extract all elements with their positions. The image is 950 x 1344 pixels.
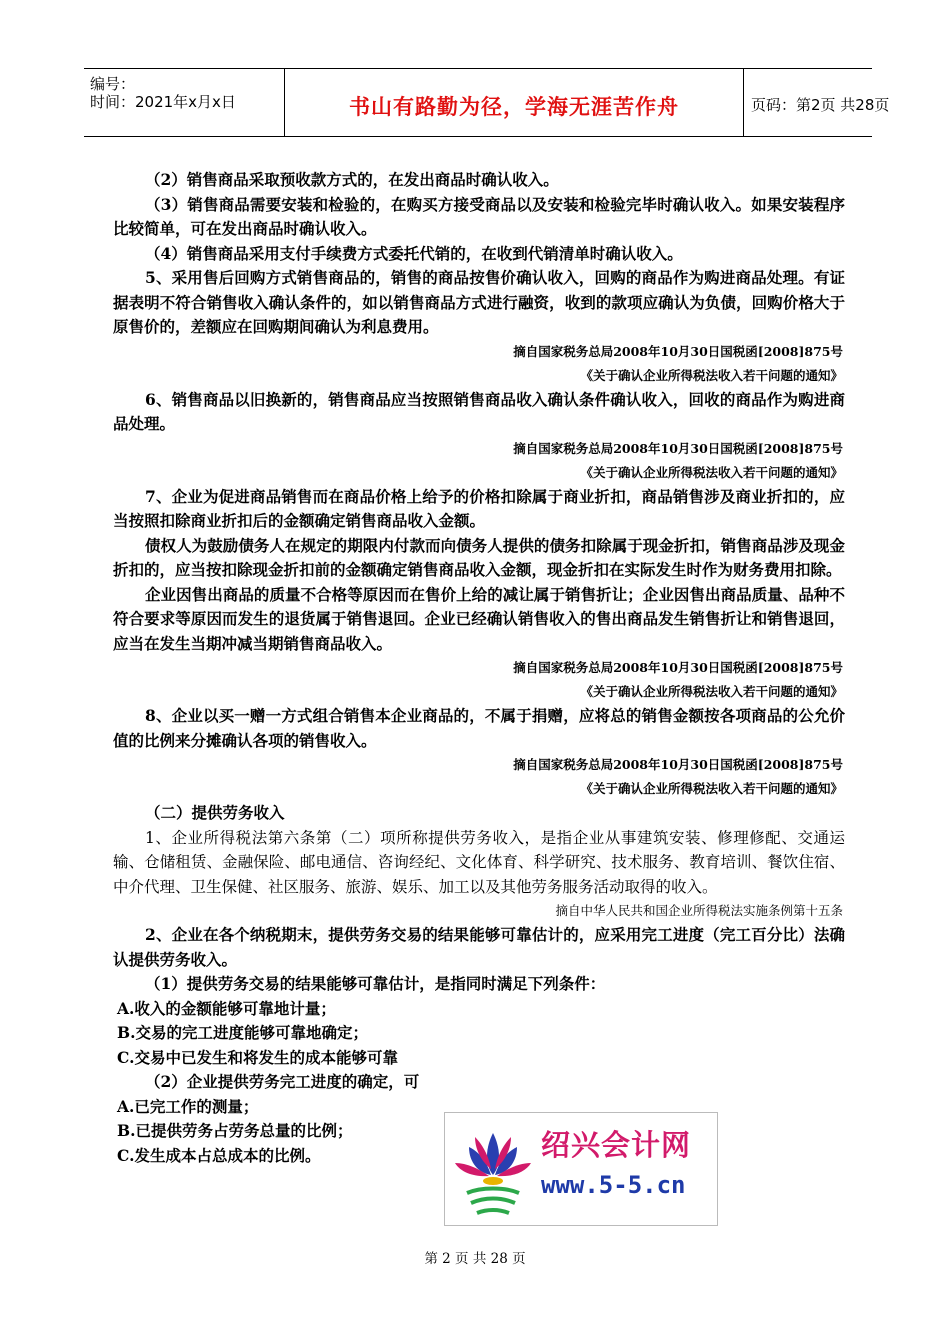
source-citation: 摘自中华人民共和国企业所得税法实施条例第十五条 [555, 903, 843, 918]
header-meta-cell [84, 69, 284, 136]
document-body [113, 168, 845, 1168]
source-citation: 摘自国家税务总局2008年10月30日国税函[2008]875号 [513, 440, 843, 456]
logo-url[interactable]: www.5-5.cn [541, 1171, 686, 1199]
paragraph: 6、销售商品以旧换新的，销售商品应当按照销售商品收入确认条件确认收入，回收的商品作为购进商品处理。 [113, 389, 845, 433]
motto-text: 书山有路勤为径，学海无涯苦作舟 [349, 95, 679, 119]
site-logo [444, 1112, 718, 1226]
paragraph: 8、企业以买一赠一方式组合销售本企业商品的，不属于捐赠，应将总的销售金额按各项商品的公允价值的比例来分摊确认各项的销售收入。 [113, 706, 845, 750]
source-title: 《关于确认企业所得税法收入若干问题的通知》 [580, 464, 843, 480]
source-citation: 摘自国家税务总局2008年10月30日国税函[2008]875号 [513, 757, 843, 772]
header-page-cell [743, 69, 890, 136]
header-motto-cell [284, 69, 744, 136]
document-header [84, 68, 890, 137]
page-footer: 第 2 页 共 28 页 [424, 1251, 526, 1267]
list-item: B.已提供劳务占劳务总量的比例； [117, 1121, 353, 1140]
list-item: B.交易的完工进度能够可靠地确定； [117, 1023, 368, 1042]
logo-title: 绍兴会计网 [541, 1128, 692, 1162]
list-item: A.已完工作的测量； [117, 1096, 259, 1116]
source-citation: 摘自国家税务总局2008年10月30日国税函[2008]875号 [513, 660, 843, 675]
paragraph: （2）销售商品采取预收款方式的，在发出商品时确认收入。 [145, 170, 559, 189]
source-title: 《关于确认企业所得税法收入若干问题的通知》 [580, 781, 843, 796]
list-item: A.收入的金额能够可靠地计量； [117, 998, 336, 1018]
paragraph: 1、企业所得税法第六条第（二）项所称提供劳务收入，是指企业从事建筑安装、修理修配、交通运输、仓储租赁、金融保险、邮电通信、咨询经纪、文化体育、科学研究、技术服务、教育培训、餐饮住宿、中介代理、卫生保健、社区服务、旅游、娱乐、加工以及其他劳务服务活动取得的收入。 [113, 828, 845, 896]
paragraph: （1）提供劳务交易的结果能够可靠估计，是指同时满足下列条件： [145, 974, 606, 993]
paragraph: 7、企业为促进商品销售而在商品价格上给予的价格扣除属于商业折扣，商品销售涉及商业折扣的，应当按照扣除商业折扣后的金额确定销售商品收入金额。 [113, 486, 845, 530]
paragraph: （3）销售商品需要安装和检验的，在购买方接受商品以及安装和检验完毕时确认收入。如果安装程序比较简单，可在发出商品时确认收入。 [113, 194, 845, 238]
source-title: 《关于确认企业所得税法收入若干问题的通知》 [580, 367, 843, 383]
paragraph: 2、企业在各个纳税期末，提供劳务交易的结果能够可靠估计的，应采用完工进度（完工百分比）法确认提供劳务收入。 [113, 925, 845, 969]
lotus-icon [445, 1113, 541, 1225]
page-info: 页码：第2页 共28页 [751, 96, 890, 114]
paragraph: 债权人为鼓励债务人在规定的期限内付款而向债务人提供的债务扣除属于现金折扣，销售商品涉及现金折扣的，应当按扣除现金折扣前的金额确定销售商品收入金额，现金折扣在实际发生时作为财务费用扣除。 [113, 535, 845, 579]
list-item: C.发生成本占总成本的比例。 [117, 1145, 321, 1165]
number-label: 编号： [90, 75, 136, 93]
section-heading: （二）提供劳务收入 [145, 803, 285, 822]
paragraph: 5、采用售后回购方式销售商品的，销售的商品按售价确认收入，回购的商品作为购进商品处理。有证据表明不符合销售收入确认条件的，如以销售商品方式进行融资，收到的款项应确认为负债，回购价格大于原售价的，差额应在回购期间确认为利息费用。 [113, 268, 845, 336]
source-title: 《关于确认企业所得税法收入若干问题的通知》 [580, 684, 843, 699]
time-label: 时间：2021年x月x日 [90, 93, 236, 111]
source-citation: 摘自国家税务总局2008年10月30日国税函[2008]875号 [513, 343, 843, 359]
paragraph: 企业因售出商品的质量不合格等原因而在售价上给的减让属于销售折让；企业因售出商品质量、品种不符合要求等原因而发生的退货属于销售退回。企业已经确认销售收入的售出商品发生销售折让和销售退回，应当在发生当期冲减当期销售商品收入。 [113, 584, 845, 653]
paragraph: （4）销售商品采用支付手续费方式委托代销的，在收到代销清单时确认收入。 [145, 243, 683, 263]
list-item: C.交易中已发生和将发生的成本能够可靠 [117, 1047, 398, 1067]
paragraph: （2）企业提供劳务完工进度的确定，可 [145, 1072, 420, 1091]
